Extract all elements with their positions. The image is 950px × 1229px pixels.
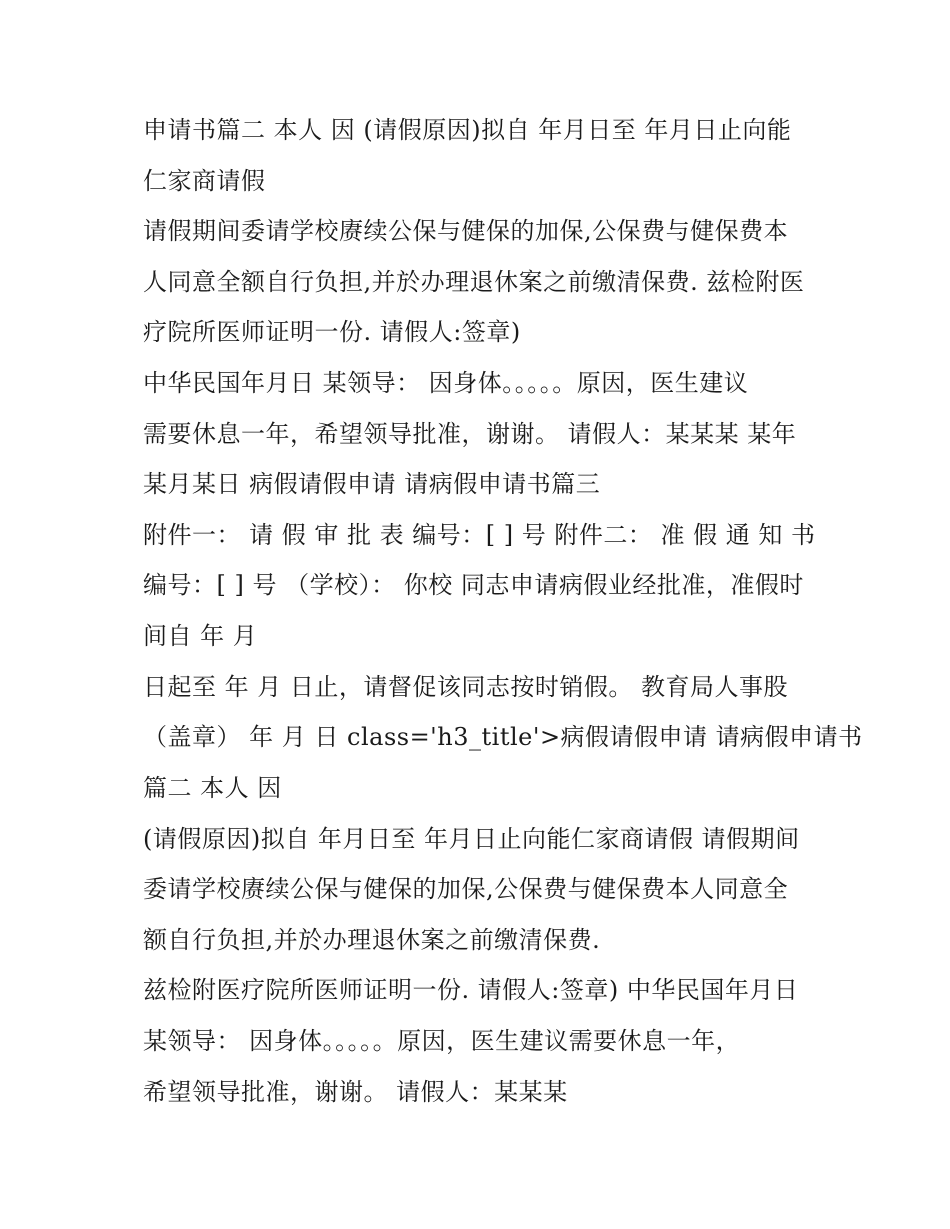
text-line: 编号：[ ] 号 （学校）： 你校 同志申请病假业经批准，准假时 <box>143 571 804 599</box>
text-line: 中华民国年月日 某领导： 因身体。。。。。原因，医生建议 <box>143 369 749 397</box>
text-line: 仁家商请假 <box>143 167 266 195</box>
text-line: 申请书篇二 本人 因 (请假原因)拟自 年月日至 年月日止向能 <box>143 116 792 144</box>
text-line: 某月某日 病假请假申请 请病假申请书篇三 <box>143 470 601 498</box>
text-line: 人同意全额自行负担,并於办理退休案之前缴清保费. 兹检附医 <box>143 268 805 296</box>
text-line: (请假原因)拟自 年月日至 年月日止向能仁家商请假 请假期间 <box>143 825 800 853</box>
text-line: 间自 年 月 <box>143 622 258 650</box>
text-line: 某领导： 因身体。。。。。原因，医生建议需要休息一年， <box>143 1027 741 1055</box>
text-line: 疗院所医师证明一份. 请假人:签章) <box>143 318 521 346</box>
text-line: 需要休息一年，希望领导批准，谢谢。 请假人：某某某 某年 <box>143 420 797 448</box>
text-line: 附件一： 请 假 审 批 表 编号：[ ] 号 附件二： 准 假 通 知 书 <box>143 521 816 549</box>
text-line: 委请学校赓续公保与健保的加保,公保费与健保费本人同意全 <box>143 875 789 903</box>
text-line: 希望领导批准，谢谢。 请假人：某某某 <box>143 1078 568 1106</box>
text-line: 请假期间委请学校赓续公保与健保的加保,公保费与健保费本 <box>143 217 789 245</box>
text-line: 日起至 年 月 日止，请督促该同志按时销假。 教育局人事股 <box>143 673 789 701</box>
text-line: 兹检附医疗院所医师证明一份. 请假人:签章) 中华民国年月日 <box>143 976 799 1004</box>
text-line: 篇二 本人 因 <box>143 774 282 802</box>
text-line: （盖章） 年 月 日 class='h3_title'>病假请假申请 请病假申请书 <box>143 723 863 751</box>
text-line: 额自行负担,并於办理退休案之前缴清保费. <box>143 926 601 954</box>
